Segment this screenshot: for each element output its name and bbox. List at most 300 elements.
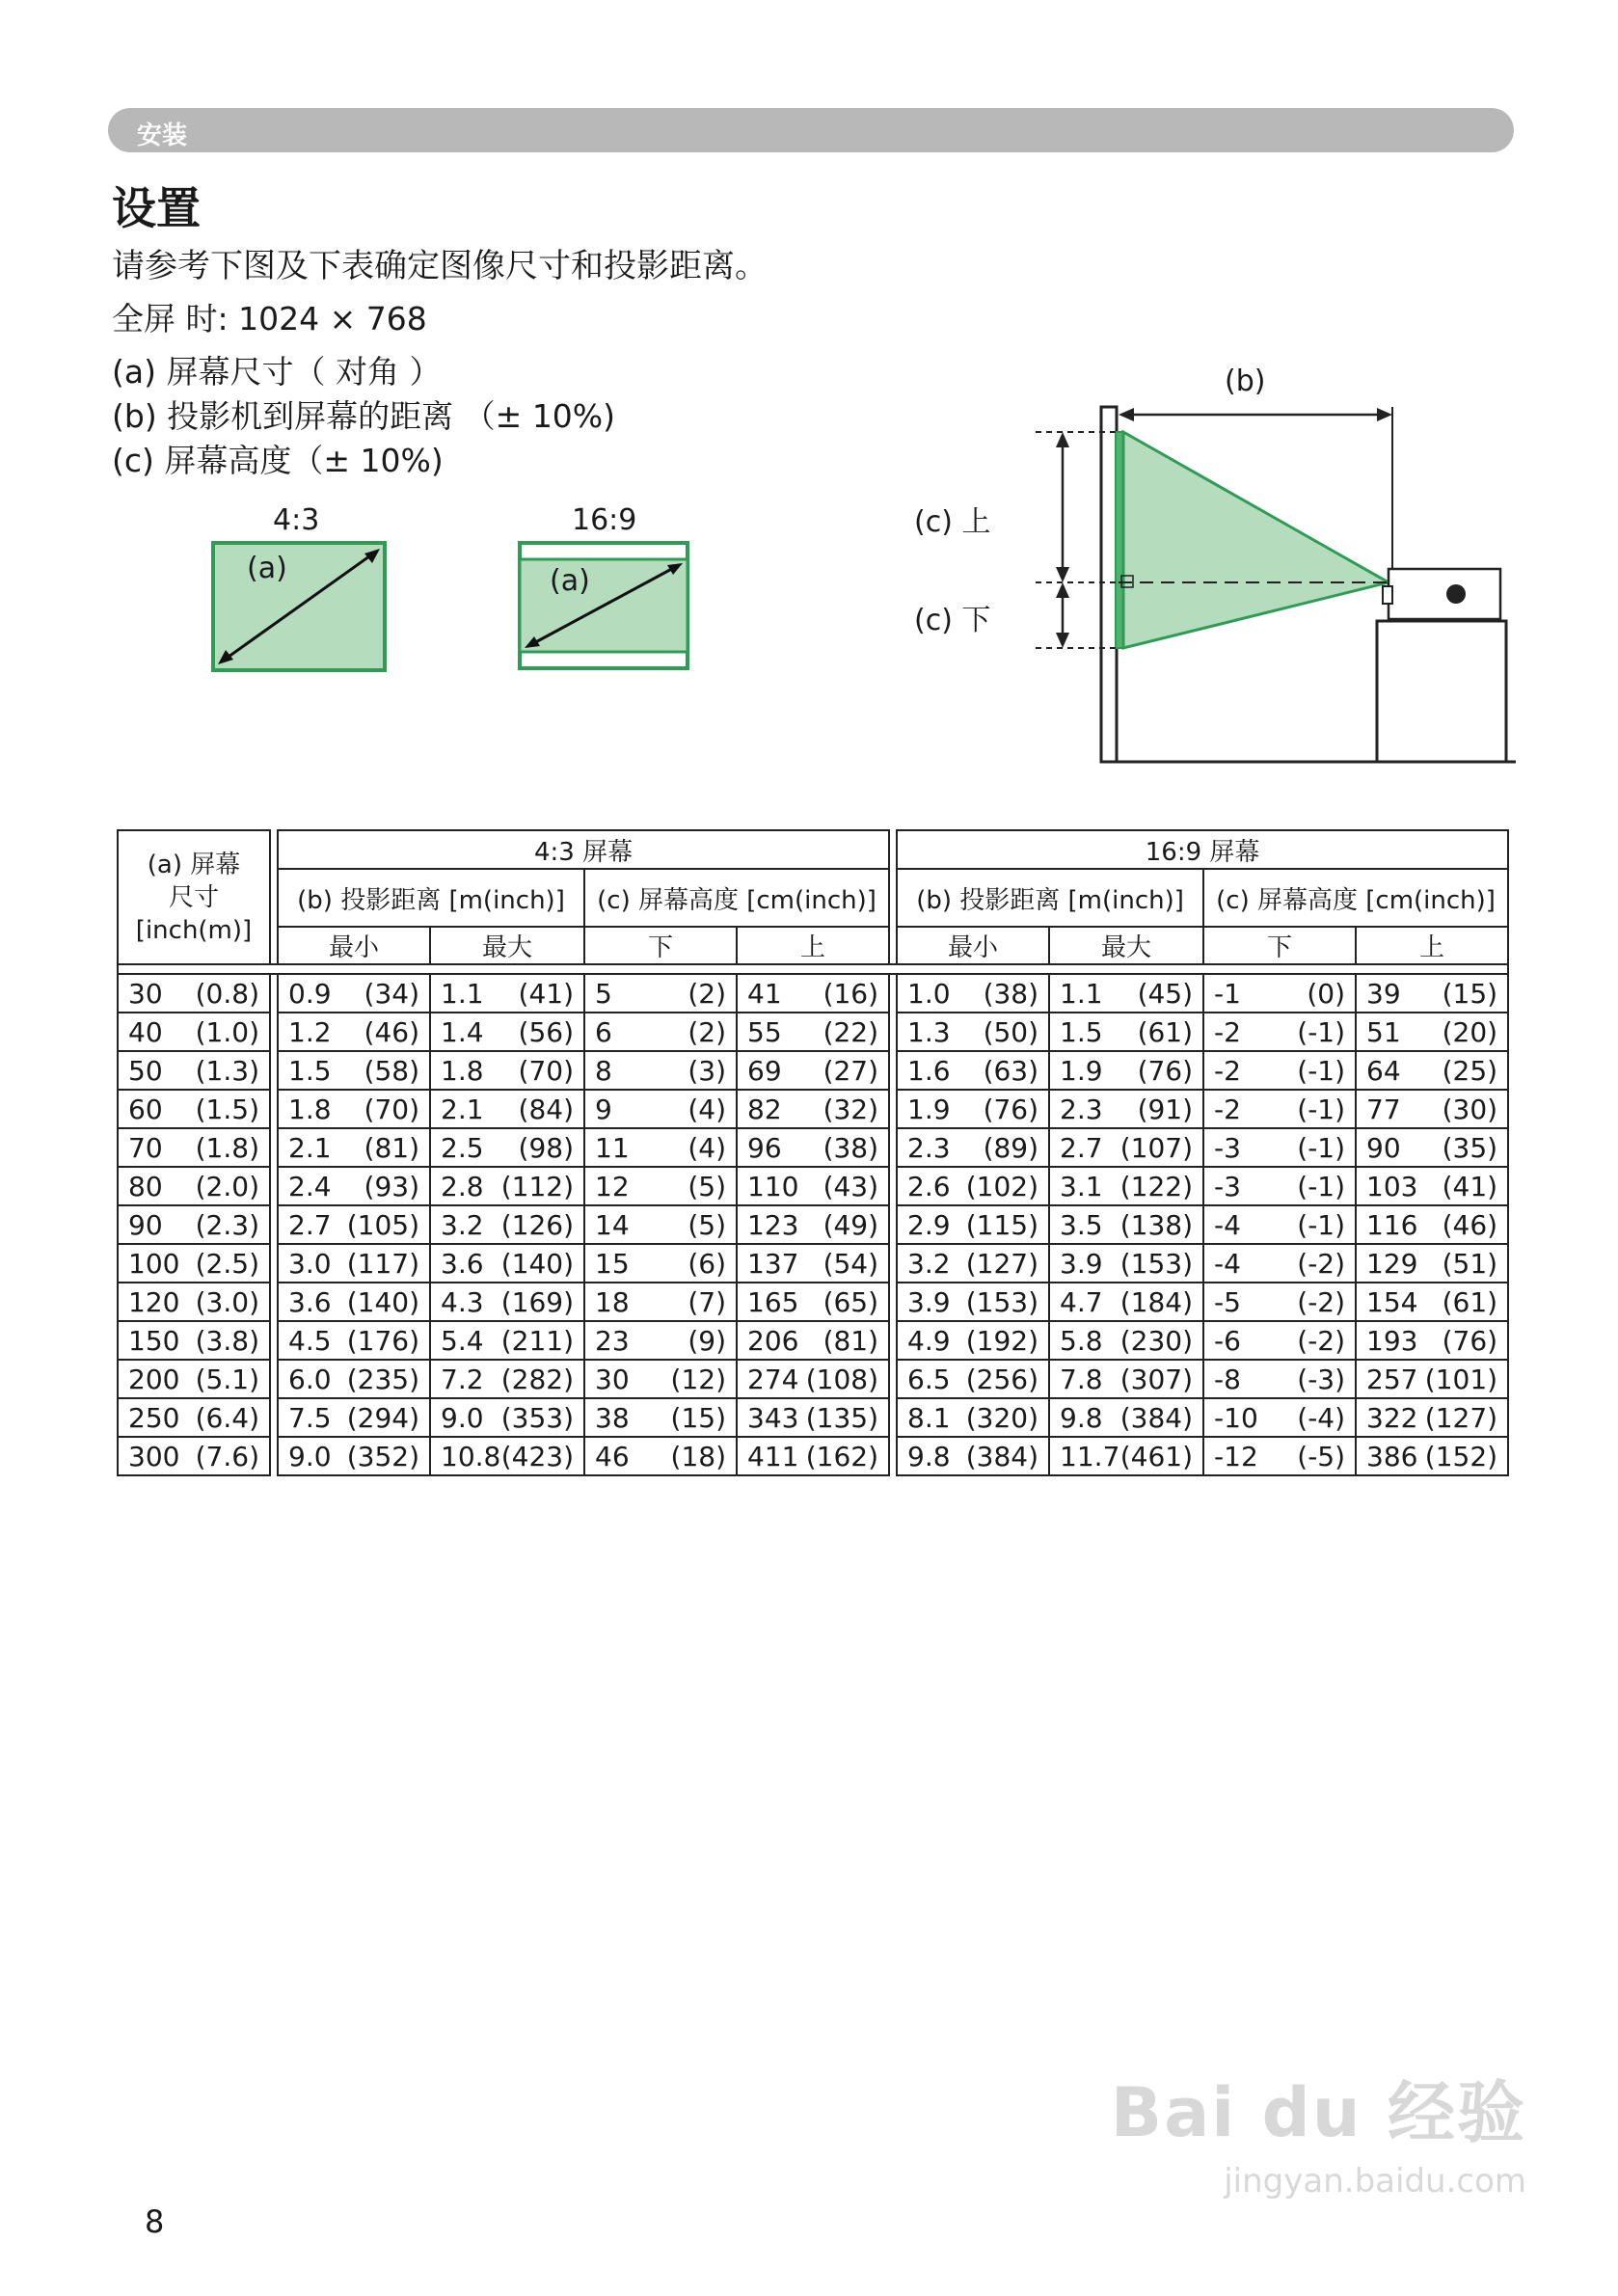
cell-primary-value: 39 — [1366, 977, 1401, 1010]
cell-secondary-value: (50) — [983, 1015, 1039, 1048]
column-gap — [270, 1437, 278, 1475]
cell-primary-value: 300 — [128, 1440, 180, 1472]
col-screen-size-line1: (a) 屏幕 — [147, 850, 241, 879]
intro-text: 请参考下图及下表确定图像尺寸和投影距离。 — [112, 247, 768, 285]
cell-primary-value: 1.6 — [907, 1054, 951, 1087]
cell-secondary-value: (307) — [1119, 1363, 1194, 1395]
cell-secondary-value: (101) — [1424, 1363, 1498, 1395]
cell-secondary-value: (1.3) — [195, 1054, 259, 1087]
sub-b-43: (b) 投影距离 [m(inch)] — [278, 869, 584, 927]
cell-secondary-value: (5) — [688, 1170, 726, 1202]
cell-secondary-value: (230) — [1119, 1324, 1194, 1357]
table-cell — [118, 1051, 270, 1090]
table-cell — [430, 1321, 584, 1360]
cell-primary-value: 2.9 — [907, 1208, 951, 1241]
table-row — [118, 1244, 1508, 1283]
table-cell — [1356, 1090, 1508, 1128]
cell-secondary-value: (140) — [346, 1285, 419, 1318]
table-cell — [737, 1013, 889, 1051]
table-cell — [1049, 1398, 1203, 1437]
cell-secondary-value: (4) — [688, 1131, 726, 1164]
column-gap — [270, 1398, 278, 1437]
down-169: 下 — [1203, 927, 1356, 964]
cell-secondary-value: (115) — [965, 1208, 1039, 1241]
cell-primary-value: 2.5 — [441, 1131, 484, 1164]
table-cell — [1356, 1321, 1508, 1360]
cell-primary-value: 0.9 — [288, 977, 332, 1010]
table-cell — [430, 1437, 584, 1475]
cell-primary-value: 30 — [128, 977, 163, 1010]
column-gap — [270, 1090, 278, 1128]
cell-primary-value: 1.4 — [441, 1015, 484, 1048]
cell-primary-value: 64 — [1366, 1054, 1401, 1087]
cell-primary-value: 38 — [595, 1401, 630, 1434]
cell-primary-value: -2 — [1214, 1093, 1241, 1125]
table-cell — [1356, 1128, 1508, 1167]
table-cell — [118, 1360, 270, 1398]
cell-primary-value: 200 — [128, 1363, 180, 1395]
cell-secondary-value: (352) — [346, 1440, 419, 1472]
cell-secondary-value: (22) — [822, 1015, 879, 1048]
cell-primary-value: 274 — [747, 1363, 799, 1395]
cell-primary-value: 3.9 — [1060, 1247, 1103, 1280]
cell-primary-value: 129 — [1366, 1247, 1418, 1280]
table-cell — [1049, 1167, 1203, 1205]
cell-primary-value: 82 — [747, 1093, 782, 1125]
min-43: 最小 — [278, 927, 430, 964]
table-cell — [430, 974, 584, 1013]
cell-primary-value: 30 — [595, 1363, 630, 1395]
column-gap — [889, 1321, 897, 1360]
table-cell — [430, 1360, 584, 1398]
cell-secondary-value: (138) — [1119, 1208, 1194, 1241]
cell-secondary-value: (41) — [1442, 1170, 1498, 1202]
table-cell — [1203, 1437, 1356, 1475]
table-cell — [897, 1244, 1049, 1283]
cell-secondary-value: (-1) — [1297, 1054, 1346, 1087]
cell-secondary-value: (102) — [965, 1170, 1039, 1202]
table-cell — [897, 1128, 1049, 1167]
cell-primary-value: 6.5 — [907, 1363, 951, 1395]
table-cell — [1356, 1051, 1508, 1090]
cell-primary-value: 150 — [128, 1324, 180, 1357]
cell-primary-value: 1.8 — [441, 1054, 484, 1087]
cell-primary-value: 5.8 — [1060, 1324, 1103, 1357]
cell-secondary-value: (423) — [500, 1440, 574, 1472]
table-cell — [278, 974, 430, 1013]
table-cell — [897, 1051, 1049, 1090]
cell-primary-value: 18 — [595, 1285, 630, 1318]
cell-primary-value: 15 — [595, 1247, 630, 1280]
table-cell — [430, 1090, 584, 1128]
cell-primary-value: 2.8 — [441, 1170, 484, 1202]
cell-secondary-value: (2.0) — [195, 1170, 259, 1202]
table-cell — [1203, 974, 1356, 1013]
table-cell — [1203, 1167, 1356, 1205]
cell-secondary-value: (84) — [518, 1093, 574, 1125]
watermark — [1111, 2059, 1526, 2201]
table-cell — [278, 1283, 430, 1321]
cell-primary-value: 7.2 — [441, 1363, 484, 1395]
legend-c: (c) 屏幕高度（± 10%) — [112, 442, 444, 479]
table-cell — [118, 1090, 270, 1128]
cell-secondary-value: (-1) — [1297, 1131, 1346, 1164]
cell-primary-value: 1.9 — [907, 1093, 951, 1125]
cell-primary-value: 250 — [128, 1401, 180, 1434]
cell-primary-value: 2.3 — [1060, 1093, 1103, 1125]
table-cell — [1356, 1360, 1508, 1398]
cell-primary-value: -1 — [1214, 977, 1241, 1010]
cell-primary-value: 4.9 — [907, 1324, 951, 1357]
column-gap — [889, 1090, 897, 1128]
table-cell — [584, 1205, 737, 1244]
table-cell — [737, 1321, 889, 1360]
cell-secondary-value: (112) — [500, 1170, 574, 1202]
table-row — [118, 1128, 1508, 1167]
cell-primary-value: 23 — [595, 1324, 630, 1357]
table-cell — [278, 1360, 430, 1398]
table-cell — [430, 1013, 584, 1051]
cell-primary-value: 4.7 — [1060, 1285, 1103, 1318]
col-screen-size-header — [118, 830, 270, 964]
cell-primary-value: 1.2 — [288, 1015, 332, 1048]
cell-secondary-value: (61) — [1442, 1285, 1498, 1318]
cell-secondary-value: (91) — [1137, 1093, 1194, 1125]
table-row — [118, 1321, 1508, 1360]
cell-primary-value: 41 — [747, 977, 782, 1010]
cell-secondary-value: (320) — [965, 1401, 1039, 1434]
table-cell — [118, 1128, 270, 1167]
cell-secondary-value: (18) — [670, 1440, 726, 1472]
cell-secondary-value: (46) — [1442, 1208, 1498, 1241]
column-gap — [270, 1205, 278, 1244]
column-gap — [889, 1167, 897, 1205]
sub-c-169: (c) 屏幕高度 [cm(inch)] — [1203, 869, 1508, 927]
table-cell — [584, 1360, 737, 1398]
table-cell — [737, 1437, 889, 1475]
cell-secondary-value: (282) — [500, 1363, 574, 1395]
cell-secondary-value: (20) — [1442, 1015, 1498, 1048]
cell-secondary-value: (127) — [965, 1247, 1039, 1280]
cell-primary-value: 5.4 — [441, 1324, 484, 1357]
column-gap — [270, 1013, 278, 1051]
sub-c-43: (c) 屏幕高度 [cm(inch)] — [584, 869, 889, 927]
cell-primary-value: 6.0 — [288, 1363, 332, 1395]
cell-primary-value: 154 — [1366, 1285, 1418, 1318]
ratio-169-label: 16:9 — [572, 503, 637, 537]
cell-primary-value: 120 — [128, 1285, 180, 1318]
cell-primary-value: 1.9 — [1060, 1054, 1103, 1087]
cell-primary-value: -8 — [1214, 1363, 1241, 1395]
cell-secondary-value: (81) — [364, 1131, 419, 1164]
table-cell — [584, 974, 737, 1013]
legend-b: (b) 投影机到屏幕的距离 （± 10%) — [112, 397, 616, 435]
cell-primary-value: -5 — [1214, 1285, 1241, 1318]
cell-secondary-value: (25) — [1442, 1054, 1498, 1087]
cell-primary-value: 3.1 — [1060, 1170, 1103, 1202]
cell-primary-value: 5 — [595, 977, 612, 1010]
table-cell — [278, 1244, 430, 1283]
cell-primary-value: 3.9 — [907, 1285, 951, 1318]
cell-secondary-value: (9) — [688, 1324, 726, 1357]
cell-primary-value: 6 — [595, 1015, 612, 1048]
cell-primary-value: 4.3 — [441, 1285, 484, 1318]
cell-primary-value: -6 — [1214, 1324, 1241, 1357]
table-cell — [430, 1167, 584, 1205]
ratio-169-figure — [517, 540, 692, 673]
table-cell — [737, 1398, 889, 1437]
cell-primary-value: 165 — [747, 1285, 799, 1318]
page-title: 设置 — [112, 182, 201, 234]
cell-secondary-value: (63) — [983, 1054, 1039, 1087]
cell-secondary-value: (235) — [346, 1363, 419, 1395]
column-gap — [889, 1051, 897, 1090]
cell-secondary-value: (56) — [518, 1015, 574, 1048]
table-row — [118, 1437, 1508, 1475]
full-screen-line: 全屏 时: 1024 × 768 — [112, 300, 427, 338]
cell-secondary-value: (76) — [1137, 1054, 1194, 1087]
cell-primary-value: 7.8 — [1060, 1363, 1103, 1395]
table-cell — [737, 1167, 889, 1205]
cell-secondary-value: (153) — [1119, 1247, 1194, 1280]
cell-secondary-value: (-2) — [1297, 1324, 1346, 1357]
cell-primary-value: 8.1 — [907, 1401, 951, 1434]
cell-primary-value: 1.3 — [907, 1015, 951, 1048]
cell-secondary-value: (2.5) — [195, 1247, 259, 1280]
cell-secondary-value: (81) — [822, 1324, 879, 1357]
table-cell — [584, 1128, 737, 1167]
table-row — [118, 1360, 1508, 1398]
cell-secondary-value: (6) — [688, 1247, 726, 1280]
table-cell — [1049, 1128, 1203, 1167]
table-cell — [584, 1437, 737, 1475]
cell-secondary-value: (3.8) — [195, 1324, 259, 1357]
cell-primary-value: 11.7 — [1060, 1440, 1120, 1472]
cell-primary-value: 2.7 — [1060, 1131, 1103, 1164]
cell-primary-value: 137 — [747, 1247, 799, 1280]
column-gap — [889, 1437, 897, 1475]
diagram-c-lower-label: (c) 下 — [914, 604, 991, 637]
table-cell — [430, 1128, 584, 1167]
table-cell — [1356, 1283, 1508, 1321]
cell-secondary-value: (61) — [1137, 1015, 1194, 1048]
cell-primary-value: 69 — [747, 1054, 782, 1087]
table-cell — [737, 1244, 889, 1283]
col-screen-size-line3: [inch(m)] — [135, 915, 253, 945]
cell-secondary-value: (65) — [822, 1285, 879, 1318]
cell-secondary-value: (211) — [500, 1324, 574, 1357]
cell-primary-value: 3.6 — [288, 1285, 332, 1318]
cell-secondary-value: (16) — [822, 977, 879, 1010]
cell-primary-value: 1.8 — [288, 1093, 332, 1125]
cell-secondary-value: (-1) — [1297, 1208, 1346, 1241]
cell-secondary-value: (30) — [1442, 1093, 1498, 1125]
cell-secondary-value: (294) — [346, 1401, 419, 1434]
cell-secondary-value: (38) — [983, 977, 1039, 1010]
cell-secondary-value: (89) — [983, 1131, 1039, 1164]
table-cell — [1203, 1013, 1356, 1051]
table-cell — [118, 974, 270, 1013]
cell-primary-value: 193 — [1366, 1324, 1418, 1357]
column-gap — [889, 974, 897, 1013]
table-cell — [584, 1321, 737, 1360]
cell-secondary-value: (384) — [1119, 1401, 1194, 1434]
table-cell — [118, 1205, 270, 1244]
cell-primary-value: 50 — [128, 1054, 163, 1087]
cell-secondary-value: (46) — [364, 1015, 419, 1048]
cell-primary-value: 11 — [595, 1131, 630, 1164]
table-cell — [1203, 1205, 1356, 1244]
cell-primary-value: 96 — [747, 1131, 782, 1164]
cell-primary-value: 70 — [128, 1131, 163, 1164]
table-cell — [1049, 1205, 1203, 1244]
cell-secondary-value: (2) — [688, 1015, 726, 1048]
table-cell — [737, 1090, 889, 1128]
cell-secondary-value: (-2) — [1297, 1247, 1346, 1280]
table-row — [118, 1167, 1508, 1205]
cell-secondary-value: (3.0) — [195, 1285, 259, 1318]
watermark-brand: Bai du 经验 — [1110, 2073, 1526, 2152]
cell-primary-value: 3.6 — [441, 1247, 484, 1280]
table-cell — [1203, 1051, 1356, 1090]
table-cell — [278, 1167, 430, 1205]
table-row — [118, 1205, 1508, 1244]
cell-secondary-value: (3) — [688, 1054, 726, 1087]
cell-secondary-value: (70) — [364, 1093, 419, 1125]
table-cell — [737, 1128, 889, 1167]
cell-secondary-value: (1.0) — [195, 1015, 259, 1048]
cell-secondary-value: (76) — [1442, 1324, 1498, 1357]
table-cell — [118, 1167, 270, 1205]
cell-primary-value: 100 — [128, 1247, 180, 1280]
column-gap — [270, 1128, 278, 1167]
table-cell — [897, 1283, 1049, 1321]
down-43: 下 — [584, 927, 737, 964]
cell-primary-value: 1.1 — [441, 977, 484, 1010]
cell-primary-value: 2.4 — [288, 1170, 332, 1202]
ratio-169-a-label: (a) — [550, 564, 590, 598]
table-cell — [737, 974, 889, 1013]
max-169: 最大 — [1049, 927, 1203, 964]
cell-primary-value: 51 — [1366, 1015, 1401, 1048]
table-cell — [278, 1398, 430, 1437]
cell-secondary-value: (1.8) — [195, 1131, 259, 1164]
cell-secondary-value: (93) — [364, 1170, 419, 1202]
table-cell — [737, 1283, 889, 1321]
legend-a: (a) 屏幕尺寸（ 对角 ） — [112, 353, 442, 391]
cell-secondary-value: (127) — [1424, 1401, 1498, 1434]
cell-primary-value: 1.5 — [1060, 1015, 1103, 1048]
cell-secondary-value: (54) — [822, 1247, 879, 1280]
table-cell — [897, 974, 1049, 1013]
cell-primary-value: 9.8 — [907, 1440, 951, 1472]
cell-secondary-value: (34) — [364, 977, 419, 1010]
cell-secondary-value: (6.4) — [195, 1401, 259, 1434]
cell-secondary-value: (35) — [1442, 1131, 1498, 1164]
cell-secondary-value: (176) — [346, 1324, 419, 1357]
cell-primary-value: 2.1 — [288, 1131, 332, 1164]
table-cell — [897, 1437, 1049, 1475]
table-cell — [1356, 1013, 1508, 1051]
cell-secondary-value: (27) — [822, 1054, 879, 1087]
table-cell — [430, 1244, 584, 1283]
table-cell — [118, 1013, 270, 1051]
table-cell — [737, 1051, 889, 1090]
cell-primary-value: 12 — [595, 1170, 630, 1202]
ratio-43-figure — [210, 540, 390, 675]
table-cell — [278, 1205, 430, 1244]
table-cell — [1203, 1283, 1356, 1321]
cell-primary-value: 110 — [747, 1170, 799, 1202]
cell-secondary-value: (-3) — [1297, 1363, 1346, 1395]
cell-primary-value: 4.5 — [288, 1324, 332, 1357]
cell-primary-value: 80 — [128, 1170, 163, 1202]
cell-secondary-value: (70) — [518, 1054, 574, 1087]
cell-secondary-value: (1.5) — [195, 1093, 259, 1125]
table-row — [118, 1013, 1508, 1051]
cell-secondary-value: (-4) — [1297, 1401, 1346, 1434]
cell-secondary-value: (49) — [822, 1208, 879, 1241]
ratio-43-a-label: (a) — [247, 552, 287, 585]
cell-secondary-value: (0.8) — [195, 977, 259, 1010]
table-cell — [584, 1051, 737, 1090]
cell-secondary-value: (58) — [364, 1054, 419, 1087]
column-gap — [889, 1205, 897, 1244]
cell-primary-value: 90 — [1366, 1131, 1401, 1164]
cell-secondary-value: (117) — [346, 1247, 419, 1280]
cell-secondary-value: (5.1) — [195, 1363, 259, 1395]
cell-primary-value: 7.5 — [288, 1401, 332, 1434]
cell-secondary-value: (-2) — [1297, 1285, 1346, 1318]
cell-secondary-value: (7.6) — [195, 1440, 259, 1472]
cell-primary-value: 9.0 — [441, 1401, 484, 1434]
section-header-bar — [108, 108, 1514, 152]
cell-secondary-value: (15) — [670, 1401, 726, 1434]
table-cell — [430, 1051, 584, 1090]
cell-primary-value: 1.5 — [288, 1054, 332, 1087]
page-number: 8 — [145, 2203, 165, 2240]
table-cell — [1049, 1013, 1203, 1051]
cell-secondary-value: (126) — [500, 1208, 574, 1241]
column-gap — [270, 1167, 278, 1205]
table-cell — [1049, 1283, 1203, 1321]
cell-secondary-value: (-1) — [1297, 1170, 1346, 1202]
table-cell — [1049, 1244, 1203, 1283]
table-cell — [1049, 1360, 1203, 1398]
column-gap — [889, 1013, 897, 1051]
table-cell — [1356, 1398, 1508, 1437]
cell-primary-value: -10 — [1214, 1401, 1258, 1434]
diagram-c-upper-label: (c) 上 — [914, 505, 991, 539]
table-cell — [430, 1205, 584, 1244]
table-row — [118, 1283, 1508, 1321]
cell-secondary-value: (140) — [500, 1247, 574, 1280]
cell-secondary-value: (108) — [805, 1363, 879, 1395]
cell-primary-value: 343 — [747, 1401, 799, 1434]
table-cell — [1356, 1167, 1508, 1205]
column-gap — [270, 1051, 278, 1090]
section-label: 安装 — [137, 122, 188, 150]
cell-secondary-value: (461) — [1119, 1440, 1194, 1472]
table-body — [118, 974, 1508, 1475]
cell-primary-value: 2.3 — [907, 1131, 951, 1164]
ratio-43-label: 4:3 — [273, 503, 320, 537]
cell-primary-value: 14 — [595, 1208, 630, 1241]
cell-secondary-value: (135) — [805, 1401, 879, 1434]
cell-primary-value: 3.0 — [288, 1247, 332, 1280]
table-cell — [1356, 1244, 1508, 1283]
sub-b-169: (b) 投影距离 [m(inch)] — [897, 869, 1203, 927]
